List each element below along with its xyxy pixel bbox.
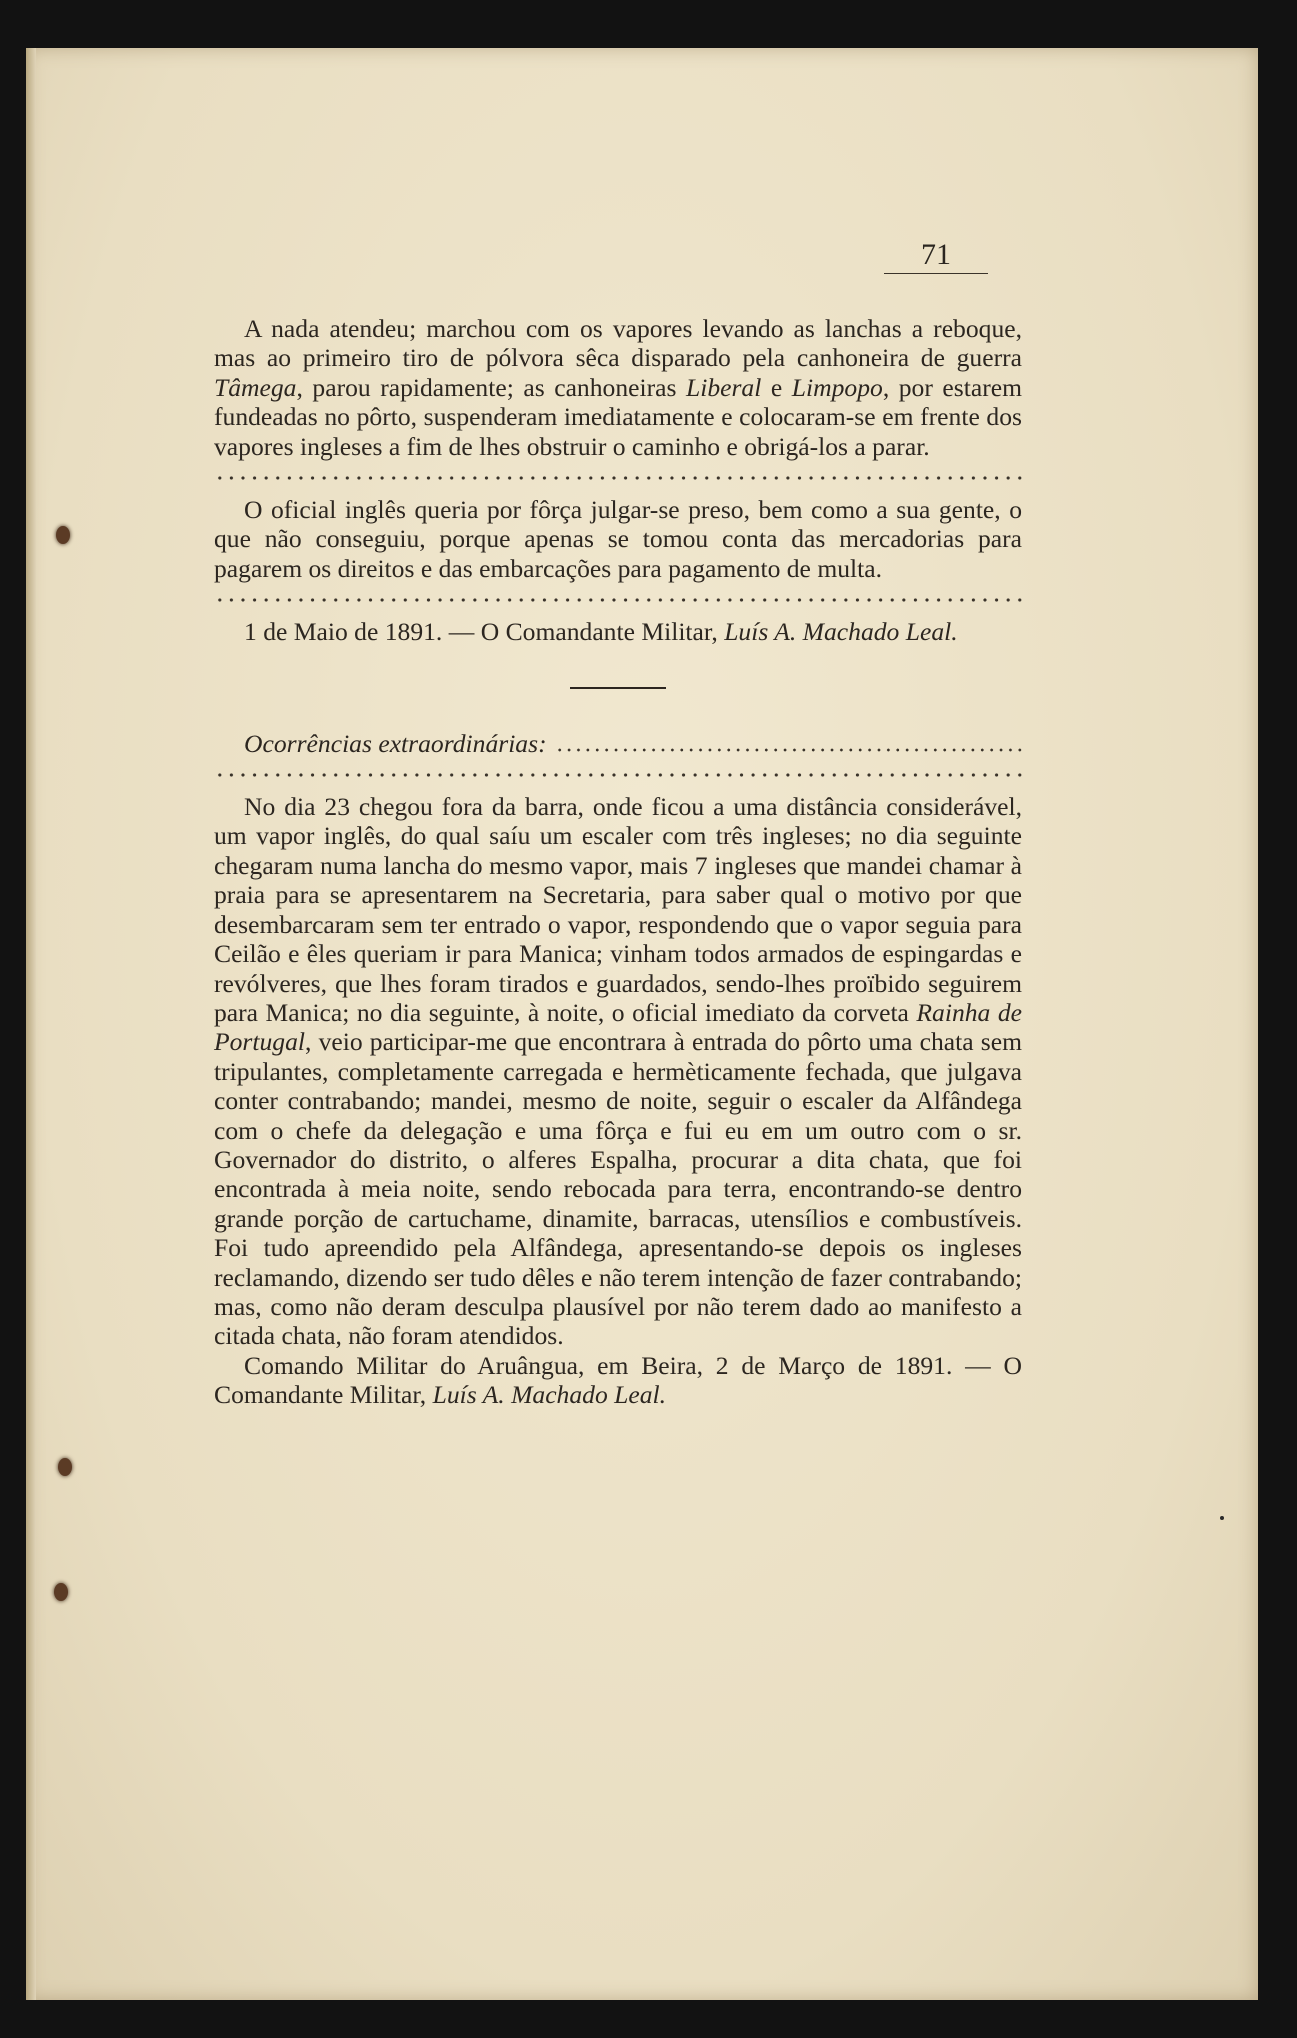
paragraph-4: No dia 23 chegou fora da barra, onde ficou a uma distância considerável, um vapor inglês, do qual saíu um escaler com três ingleses; no dia seguinte chegaram numa lancha do mesmo vapor, mais 7 ingleses que mandei chamar à praia para se apresentarem na Secretaria, para saber qual o motivo por que desembarcaram sem ter entrado o vapor, respondendo que o vapor seguia para Ceilão e êles queriam ir para Manica; vinham todos armados de espingardas e revólveres, que lhes foram tirados e guardados, sendo-lhes proïbido seguirem para Manica; no dia seguinte, à noite, o oficial imediato da corveta Rainha de Portugal, veio participar-me que encontrara à entrada do pôrto uma chata sem tripulantes, completamente carregada e hermèticamente fechada, que julgava conter contrabando; mandei, mesmo de noite, seguir o escaler da Alfândega com o chefe da delegação e uma fôrça e fui eu em um outro com o sr. Governador do distrito, o alferes Espalha, procurar a dita chata, que foi encontrada à meia noite, sendo rebocada para terra, encontrando-se dentro grande porção de cartuchame, dinamite, barracas, utensílios e combustíveis. Foi tudo apreendido pela Alfândega, apresentando-se depois os ingleses reclamando, dizendo ser tudo dêles e não terem intenção de fazer contrabando; mas, como não deram desculpa plausível por não terem dado ao manifesto a citada chata, não foram atendidos.: [214, 792, 1022, 1351]
italic-ship-name: Rainha de Portugal: [214, 997, 1022, 1057]
binding-hole-2: [58, 1458, 72, 1476]
section-heading: Ocorrências extraordinárias:: [214, 729, 1022, 758]
paragraph-2: O oficial inglês queria por fôrça julgar-se preso, bem como a sua gente, o que não conseguiu, porque apenas se tomou conta das mercadorias para pagarem os direitos e das embarcações para pagamento de multa.: [214, 495, 1022, 583]
italic-ship-name: Tâmega: [214, 372, 297, 402]
document-page: [26, 48, 1258, 2000]
binding-hole-3: [54, 1583, 68, 1601]
paragraph-3-signature: 1 de Maio de 1891. — O Comandante Militar, Luís A. Machado Leal.: [244, 617, 958, 647]
section-rule: [570, 687, 666, 689]
ink-speck: [1220, 1516, 1224, 1520]
page-spine-edge: [26, 48, 36, 2000]
dotted-separator: [214, 475, 1022, 481]
paragraph-5-signature: Comando Militar do Aruângua, em Beira, 2 de Março de 1891. — O Comandante Militar, Luís A. Machado Leal.: [214, 1350, 1022, 1410]
italic-ship-name: Limpopo: [791, 372, 883, 402]
italic-signature: Luís A. Machado Leal.: [432, 1380, 667, 1410]
body-text: [214, 314, 1022, 1410]
dotted-separator: [214, 772, 1022, 778]
heading-dot-leader: [555, 747, 1022, 753]
binding-hole-1: [56, 526, 70, 544]
paragraph-1: A nada atendeu; marchou com os vapores levando as lanchas a reboque, mas ao primeiro tiro de pólvora sêca disparado pela canhoneira de guerra Tâmega, parou rapidamente; as canhoneiras Liberal e Limpopo, por estarem fundeadas no pôrto, suspenderam imediatamente e colocaram-se em frente dos vapores ingleses a fim de lhes obstruir o caminho e obrigá-los a parar.: [214, 314, 1022, 461]
italic-signature: Luís A. Machado Leal.: [724, 617, 958, 647]
italic-ship-name: Liberal: [685, 372, 762, 402]
dotted-separator: [214, 597, 1022, 603]
page-number: 71: [884, 238, 988, 274]
